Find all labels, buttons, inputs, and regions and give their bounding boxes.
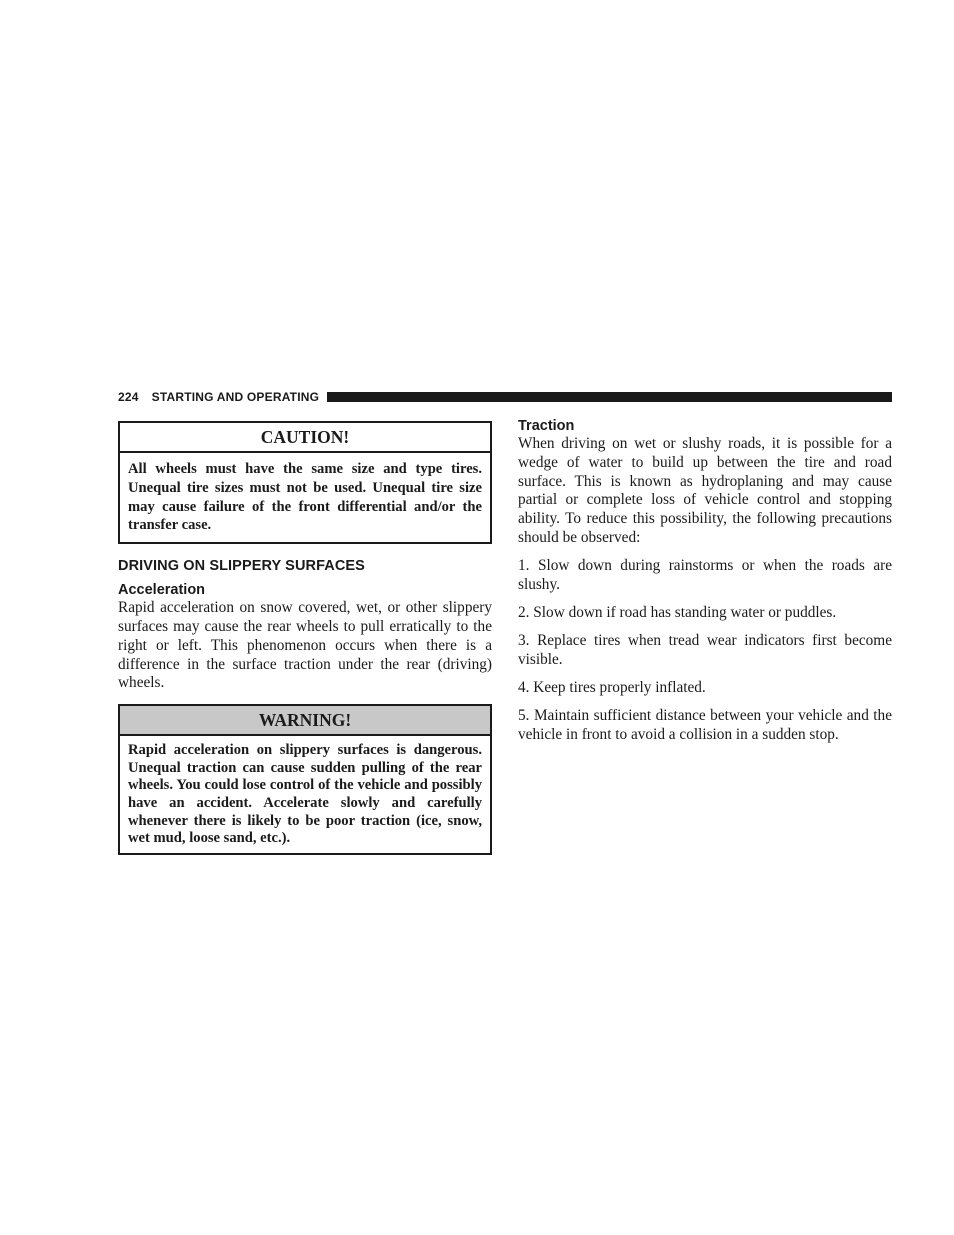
page-number: 224 [118,390,139,404]
caution-title: CAUTION! [120,423,490,453]
list-item: 2. Slow down if road has standing water or puddles. [518,603,837,621]
page-header [118,389,892,405]
section-title: STARTING AND OPERATING [151,390,320,404]
acceleration-heading: Acceleration [118,582,206,599]
right-column [518,417,892,745]
caution-text: All wheels must have the same size and type tires. Unequal tire sizes must not be used. Unequal tire size may cause failure of the front differential and/or the transfer case. [128,461,482,534]
list-item: 1. Slow down during rainstorms or when the roads are slushy. [518,557,892,593]
list-item: 3. Replace tires when tread wear indicators first become visible. [518,632,892,668]
warning-box [118,704,492,855]
caution-box [118,421,492,544]
acceleration-paragraph: Rapid acceleration on snow covered, wet, or other slippery surfaces may cause the rear wheels to pull erratically to the right or left. This phenomenon occurs when there is a difference in the surface traction under the rear (driving) wheels. [118,599,492,692]
list-item: 5. Maintain sufficient distance between your vehicle and the vehicle in front to avoid a collision in a sudden stop. [518,707,892,743]
warning-title: WARNING! [120,706,490,736]
warning-text: Rapid acceleration on slippery surfaces is dangerous. Unequal traction can cause sudden pulling of the rear wheels. You could lose control of the vehicle and possibly have an accident. Accelerate slowly and carefully whenever there is likely to be poor traction (ice, snow, wet mud, loose sand, etc.). [128,742,482,847]
list-item: 4. Keep tires properly inflated. [518,678,706,696]
header-rule [327,392,892,402]
slippery-surfaces-heading: DRIVING ON SLIPPERY SURFACES [118,558,365,575]
traction-heading: Traction [518,418,575,434]
left-column [118,421,492,855]
traction-precautions-list [518,557,892,745]
traction-paragraph: When driving on wet or slushy roads, it is possible for a wedge of water to build up between the tire and road surface. This is known as hydroplaning and may cause partial or complete loss of vehicle control and stopping ability. To reduce this possibility, the following precautions should be observed: [518,435,892,546]
